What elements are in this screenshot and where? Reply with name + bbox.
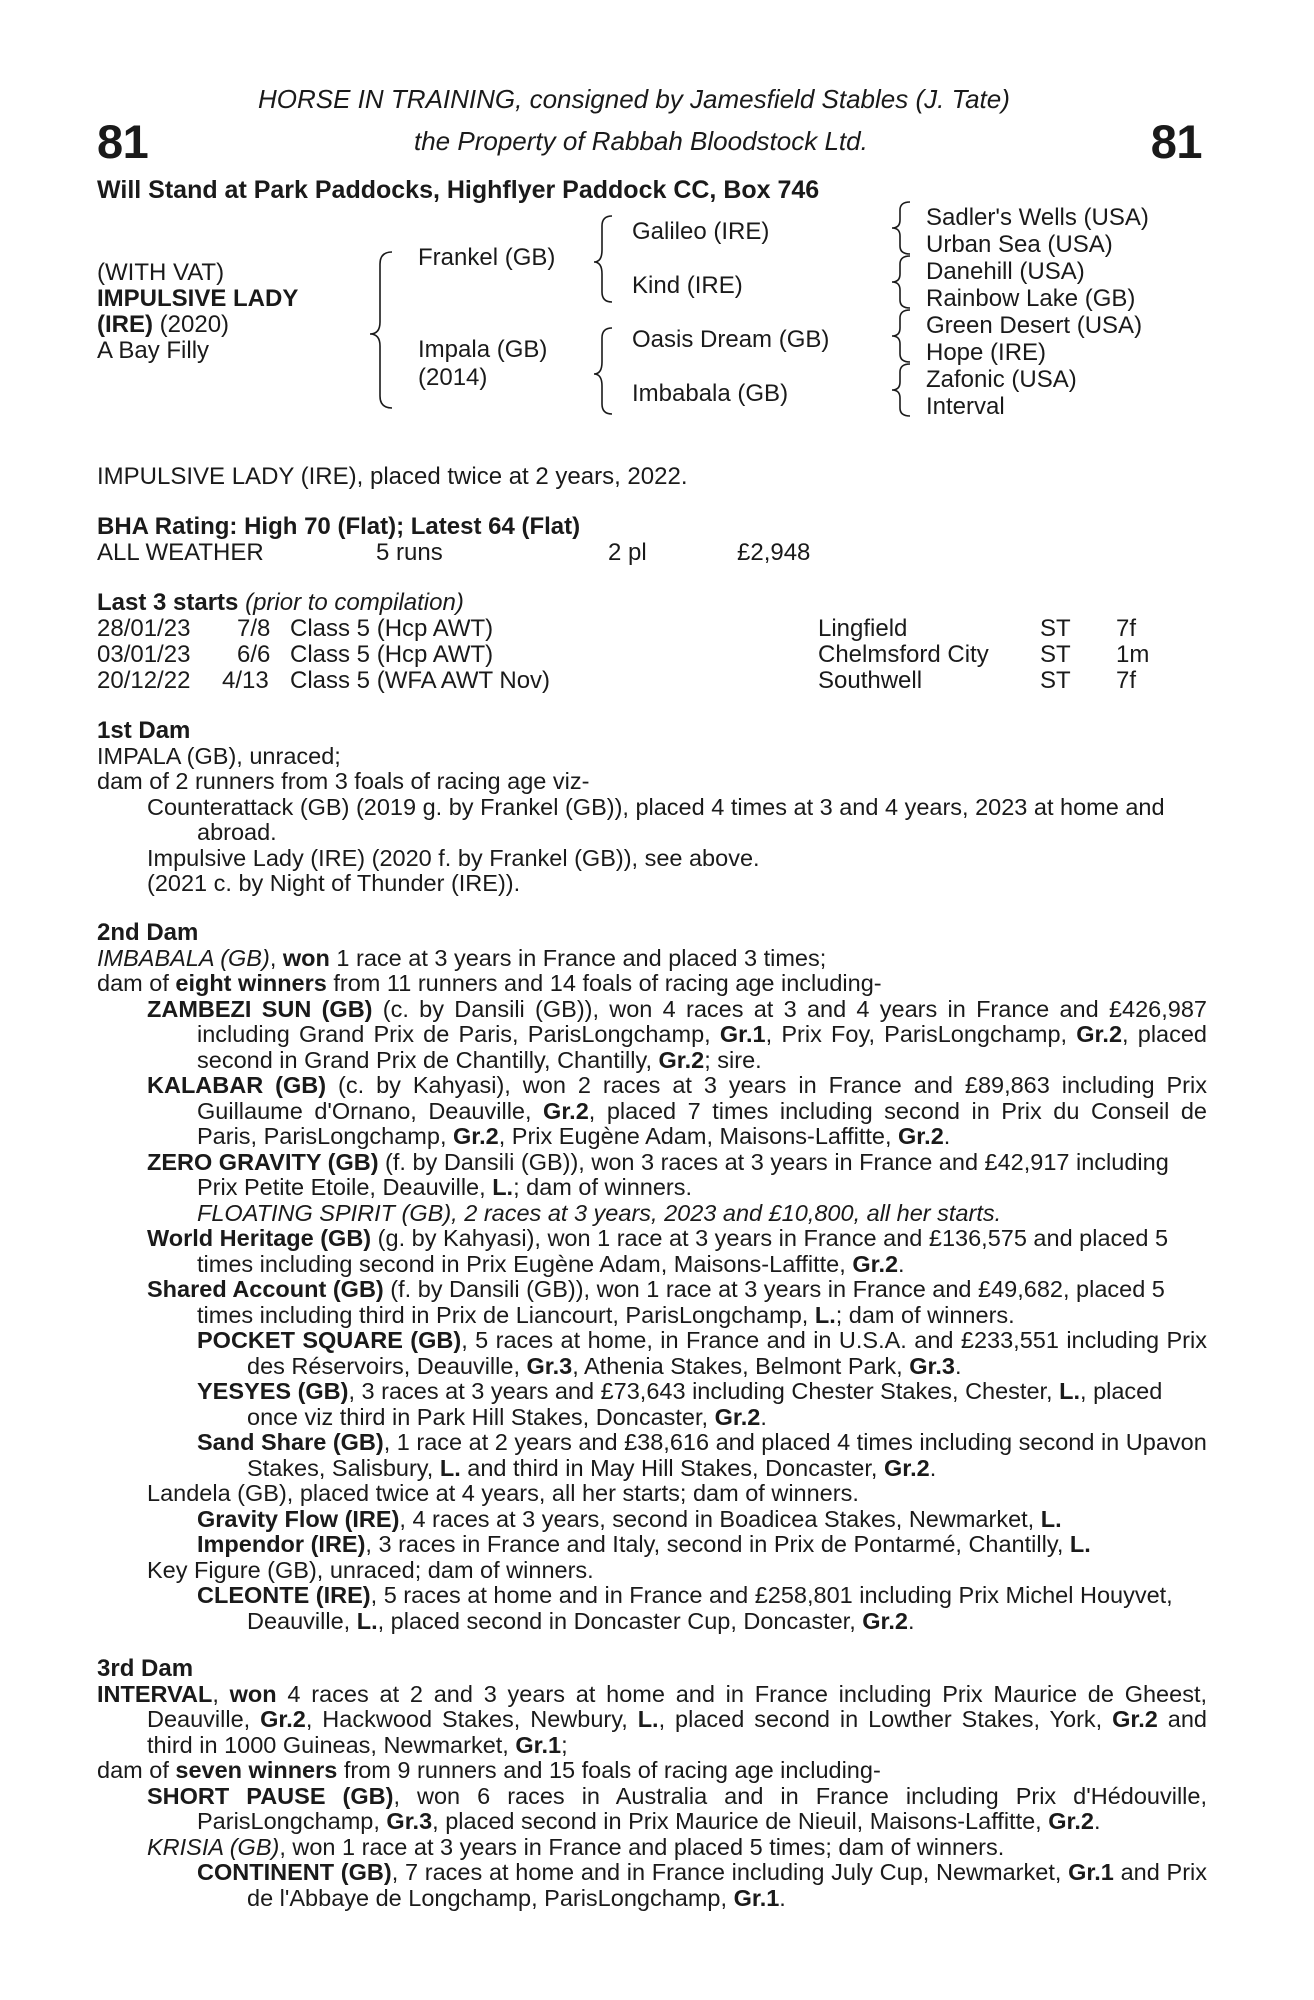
start-race: Class 5 (WFA AWT Nov): [290, 667, 551, 694]
start-course: Lingfield: [818, 615, 908, 642]
start-date: 03/01/23: [97, 641, 191, 668]
text: , placed second in Grand Prix de Chantilly, Chantilly,: [197, 1021, 1207, 1073]
horse-name: World Heritage (GB): [147, 1225, 372, 1251]
pedigree-sire-sire: Galileo (IRE): [632, 218, 770, 245]
consignor-line: HORSE IN TRAINING, consigned by Jamesfield Stables (J. Tate): [258, 84, 1010, 114]
pedigree-g3: Danehill (USA): [926, 258, 1085, 285]
produce-world-heritage: [147, 1226, 1207, 1277]
pedigree-g7: Zafonic (USA): [926, 366, 1077, 393]
pedigree-sire: Frankel (GB): [418, 244, 556, 271]
text: , 2 races at 3 years, 2023 and £10,800, all her starts.: [451, 1199, 1002, 1226]
grade: Gr.1: [515, 1731, 562, 1758]
produce-gravity-flow: [197, 1507, 1207, 1533]
lot-number-left: 81: [97, 115, 149, 168]
horse-name: Impendor (IRE): [197, 1531, 366, 1557]
first-dam-line: IMPALA (GB), unraced;: [97, 742, 341, 769]
horse-name: CONTINENT (GB): [197, 1859, 392, 1885]
horse-name: YESYES (GB): [197, 1378, 349, 1404]
start-date: 28/01/23: [97, 615, 191, 642]
grade: L.: [1069, 1531, 1091, 1557]
text: from 9 runners and 15 foals of racing age including-: [337, 1757, 881, 1783]
winners-count: eight winners: [175, 970, 327, 996]
text: dam of: [97, 1757, 176, 1783]
start-going: ST: [1040, 615, 1071, 642]
grade: Gr.1: [733, 1884, 780, 1911]
text: , placed second in Lowther Stakes, York,: [658, 1706, 1113, 1732]
produce-short-pause: [147, 1784, 1207, 1835]
text: (f. by Dansili (GB)), won 3 races at 3 years in France and £42,917 including Prix Petite Etoile, Deauville,: [197, 1148, 1169, 1200]
horse-name: ZERO GRAVITY (GB): [147, 1148, 379, 1175]
text: and third in May Hill Stakes, Doncaster,: [460, 1454, 884, 1481]
grade: Gr.2: [883, 1454, 930, 1481]
horse-name: POCKET SQUARE (GB): [197, 1327, 462, 1353]
produce-floating-spirit: [197, 1201, 1207, 1227]
lot-number-right: 81: [1150, 115, 1202, 168]
text: (g. by Kahyasi), won 1 race at 3 years in France and £136,575 and placed 5 times including second in Prix Eugène Adam, Maisons-Laffitte,: [197, 1225, 1169, 1277]
start-race: Class 5 (Hcp AWT): [290, 641, 494, 668]
text: , placed second in Doncaster Cup, Doncaster,: [377, 1607, 863, 1634]
text: , 5 races at home, in France and in U.S.A. and £233,551 including Prix des Réservoirs, Deauville,: [247, 1327, 1207, 1379]
horse-name: Sand Share (GB): [197, 1429, 384, 1455]
text: , 3 races at 3 years and £73,643 including Chester Stakes, Chester,: [348, 1378, 1060, 1404]
text: .: [760, 1403, 767, 1430]
start-distance: 7f: [1116, 615, 1137, 642]
grade: Gr.2: [862, 1607, 908, 1634]
intro-rest: 1 race at 3 years in France and placed 3 times;: [329, 944, 827, 971]
third-dam-produce-intro: [97, 1758, 1207, 1784]
start-going: ST: [1040, 641, 1071, 668]
stabling-line: Will Stand at Park Paddocks, Highflyer Paddock CC, Box 746: [97, 176, 820, 204]
pedigree-dam-dam: Imbabala (GB): [632, 380, 789, 407]
produce-impendor: [197, 1532, 1207, 1558]
pedigree-g5: Green Desert (USA): [926, 312, 1143, 339]
grade: Gr.2: [260, 1706, 306, 1732]
text: , Hackwood Stakes, Newbury,: [305, 1706, 638, 1732]
text: , 7 races at home and in France including July Cup, Newmarket,: [391, 1859, 1069, 1885]
text: .: [929, 1454, 937, 1481]
text: , Prix Eugène Adam, Maisons-Laffitte,: [498, 1123, 899, 1149]
grade: L.: [439, 1454, 461, 1481]
horse-name: SHORT PAUSE (GB): [147, 1782, 394, 1809]
horse-name: IMPULSIVE LADY: [97, 285, 299, 312]
rating-runs: 5 runs: [376, 539, 443, 566]
produce-key-figure: Key Figure (GB), unraced; dam of winners.: [147, 1556, 594, 1583]
start-position: 6/6: [237, 641, 271, 668]
start-course: Southwell: [818, 667, 923, 694]
text: ,: [212, 1680, 230, 1707]
text: ;: [561, 1731, 568, 1758]
text: , 5 races at home and in France and £258,801 including Prix Michel Houyvet, Deauville,: [247, 1582, 1173, 1634]
grade: Gr.2: [898, 1123, 944, 1149]
horse-name: INTERVAL: [97, 1680, 213, 1707]
pedigree-g4: Rainbow Lake (GB): [926, 285, 1136, 312]
first-dam-title: 1st Dam: [97, 717, 191, 744]
grade: Gr.2: [453, 1123, 499, 1149]
produce-krisia: [147, 1835, 1207, 1861]
grade: Gr.2: [1112, 1706, 1158, 1732]
produce-yesyes: [197, 1379, 1207, 1430]
third-dam-intro: [97, 1682, 1207, 1759]
start-race: Class 5 (Hcp AWT): [290, 615, 494, 642]
horse-year: (2020): [153, 311, 230, 338]
text: ; sire.: [704, 1046, 762, 1073]
grade: Gr.2: [658, 1046, 705, 1073]
grade: Gr.3: [526, 1352, 573, 1379]
produce-counterattack: Counterattack (GB) (2019 g. by Frankel (GB)), placed 4 times at 3 and 4 years, 2023 at home and abroad.: [147, 793, 1165, 845]
text: , 1 race at 2 years and £38,616 and placed 4 times including second in Upavon Stakes, Salisbury,: [247, 1429, 1207, 1481]
horse-name: CLEONTE (IRE): [197, 1582, 371, 1608]
produce-kalabar: [147, 1073, 1207, 1150]
produce-zambezi-sun: [147, 997, 1207, 1074]
produce-impulsive-lady: Impulsive Lady (IRE) (2020 f. by Frankel (GB)), see above.: [147, 844, 760, 871]
horse-name: FLOATING SPIRIT (GB): [197, 1199, 452, 1226]
text: .: [898, 1250, 905, 1277]
produce-landela: Landela (GB), placed twice at 4 years, all her starts; dam of winners.: [147, 1480, 859, 1506]
grade: Gr.2: [1076, 1021, 1123, 1047]
text: , Athenia Stakes, Belmont Park,: [572, 1352, 910, 1379]
pedigree-sire-dam: Kind (IRE): [632, 272, 743, 299]
third-dam-title: 3rd Dam: [97, 1655, 194, 1682]
text: , 4 races at 3 years, second in Boadicea Stakes, Newmarket,: [399, 1505, 1041, 1532]
horse-name: KRISIA (GB): [147, 1833, 280, 1860]
text: (f. by Dansili (GB)), won 1 race at 3 years in France and £49,682, placed 5 times including third in Prix de Liancourt, ParisLongchamp,: [197, 1276, 1165, 1328]
first-dam-section: [97, 718, 1207, 897]
grade: L.: [492, 1174, 514, 1200]
pedigree-dam-sire: Oasis Dream (GB): [632, 326, 830, 353]
dam-name: IMBABALA (GB): [97, 944, 270, 971]
first-dam-produce-intro: dam of 2 runners from 3 foals of racing age viz-: [97, 768, 590, 794]
grade: Gr.2: [1048, 1808, 1094, 1834]
second-dam-section: [97, 920, 1207, 1634]
grade: Gr.3: [909, 1352, 955, 1379]
start-date: 20/12/22: [97, 667, 191, 694]
text: , won 1 race at 3 years in France and placed 5 times; dam of winners.: [279, 1833, 1005, 1860]
grade: L.: [1040, 1505, 1062, 1532]
second-dam-produce-intro: [97, 971, 1207, 997]
horse-name: Shared Account (GB): [147, 1276, 384, 1302]
produce-cleonte: [197, 1583, 1207, 1634]
pedigree-g2: Urban Sea (USA): [926, 231, 1113, 258]
text: dam of: [97, 970, 176, 996]
property-line: the Property of Rabbah Bloodstock Ltd.: [414, 126, 868, 156]
horse-suffix: (IRE): [97, 311, 153, 338]
text: ; dam of winners.: [513, 1174, 693, 1200]
start-position: 7/8: [237, 615, 271, 642]
text: (c. by Dansili (GB)), won 4 races at 3 and 4 years in France and £426,987 including Grand Prix de Paris, ParisLongchamp,: [197, 995, 1207, 1047]
start-position: 4/13: [222, 667, 269, 694]
text: .: [779, 1884, 786, 1911]
pedigree-g1: Sadler's Wells (USA): [926, 204, 1149, 231]
text: , won 6 races in Australia and in France including Prix d'Hédouville, ParisLongchamp,: [197, 1782, 1208, 1834]
horse-name: ZAMBEZI SUN (GB): [147, 995, 373, 1022]
last-starts-note: (prior to compilation): [238, 589, 464, 616]
pedigree-dam-year: (2014): [418, 364, 488, 391]
rating-placed: 2 pl: [608, 539, 647, 566]
text: and third in 1000 Guineas, Newmarket,: [147, 1706, 1207, 1758]
text: .: [908, 1607, 915, 1634]
grade: Gr.1: [719, 1021, 766, 1047]
produce-pocket-square: [197, 1328, 1207, 1379]
text: and Prix de l'Abbaye de Longchamp, ParisLongchamp,: [247, 1859, 1207, 1911]
produce-continent: [197, 1860, 1207, 1911]
start-distance: 7f: [1116, 667, 1137, 694]
text: , placed 7 times including second in Prix du Conseil de Paris, ParisLongchamp,: [197, 1097, 1208, 1149]
produce-2021: (2021 c. by Night of Thunder (IRE)).: [147, 870, 521, 896]
text: , placed once viz third in Park Hill Stakes, Doncaster,: [247, 1378, 1163, 1430]
start-going: ST: [1040, 667, 1071, 694]
last-starts-heading: [97, 590, 464, 616]
horse-name: KALABAR (GB): [147, 1072, 327, 1098]
text: .: [1093, 1808, 1101, 1834]
text: from 11 runners and 14 foals of racing age including-: [326, 970, 882, 996]
text: , Prix Foy, ParisLongchamp,: [765, 1021, 1077, 1047]
text: .: [943, 1123, 951, 1149]
grade: Gr.2: [852, 1250, 899, 1277]
grade: L.: [1059, 1378, 1081, 1404]
produce-sand-share: [197, 1430, 1207, 1481]
start-course: Chelmsford City: [818, 641, 989, 668]
pedigree-g8: Interval: [926, 393, 1005, 420]
text: ; dam of winners.: [835, 1301, 1015, 1328]
bha-rating: BHA Rating: High 70 (Flat); Latest 64 (Flat): [97, 513, 581, 540]
horse-name: Gravity Flow (IRE): [197, 1505, 400, 1532]
vat-label: (WITH VAT): [97, 259, 225, 286]
produce-shared-account: [147, 1277, 1207, 1328]
winners-count: seven winners: [175, 1757, 338, 1783]
won-word: won: [229, 1680, 277, 1707]
grade: L.: [356, 1607, 378, 1634]
start-distance: 1m: [1116, 641, 1150, 668]
text: 4 races at 2 and 3 years at home and in France including Prix Maurice de Gheest, Deauville,: [147, 1680, 1207, 1732]
rating-earnings: £2,948: [737, 539, 811, 566]
text: .: [954, 1352, 962, 1379]
text: , placed second in Prix Maurice de Nieuil, Maisons-Laffitte,: [432, 1808, 1049, 1834]
pedigree-g6: Hope (IRE): [926, 339, 1047, 366]
text: , 3 races in France and Italy, second in Prix de Pontarmé, Chantilly,: [365, 1531, 1070, 1557]
rating-surface: ALL WEATHER: [97, 539, 264, 566]
grade: Gr.3: [386, 1808, 433, 1834]
grade: L.: [814, 1301, 836, 1328]
text: (c. by Kahyasi), won 2 races at 3 years in France and £89,863 including Prix Guillaume d'Ornano, Deauville,: [197, 1072, 1207, 1124]
pedigree-dam: Impala (GB): [418, 336, 548, 363]
second-dam-intro: IMBABALA (GB), won 1 race at 3 years in France and placed 3 times;: [97, 944, 827, 971]
won-word: won: [282, 944, 330, 971]
grade: Gr.2: [543, 1097, 589, 1124]
horse-description: A Bay Filly: [97, 337, 210, 364]
produce-zero-gravity: [147, 1150, 1207, 1201]
last-starts-title: Last 3 starts: [97, 589, 239, 616]
grade: Gr.2: [714, 1403, 761, 1430]
grade: L.: [637, 1706, 659, 1732]
third-dam-section: [97, 1656, 1207, 1911]
grade: Gr.1: [1068, 1859, 1114, 1885]
second-dam-title: 2nd Dam: [97, 919, 199, 946]
horse-summary: IMPULSIVE LADY (IRE), placed twice at 2 years, 2022.: [97, 463, 688, 490]
